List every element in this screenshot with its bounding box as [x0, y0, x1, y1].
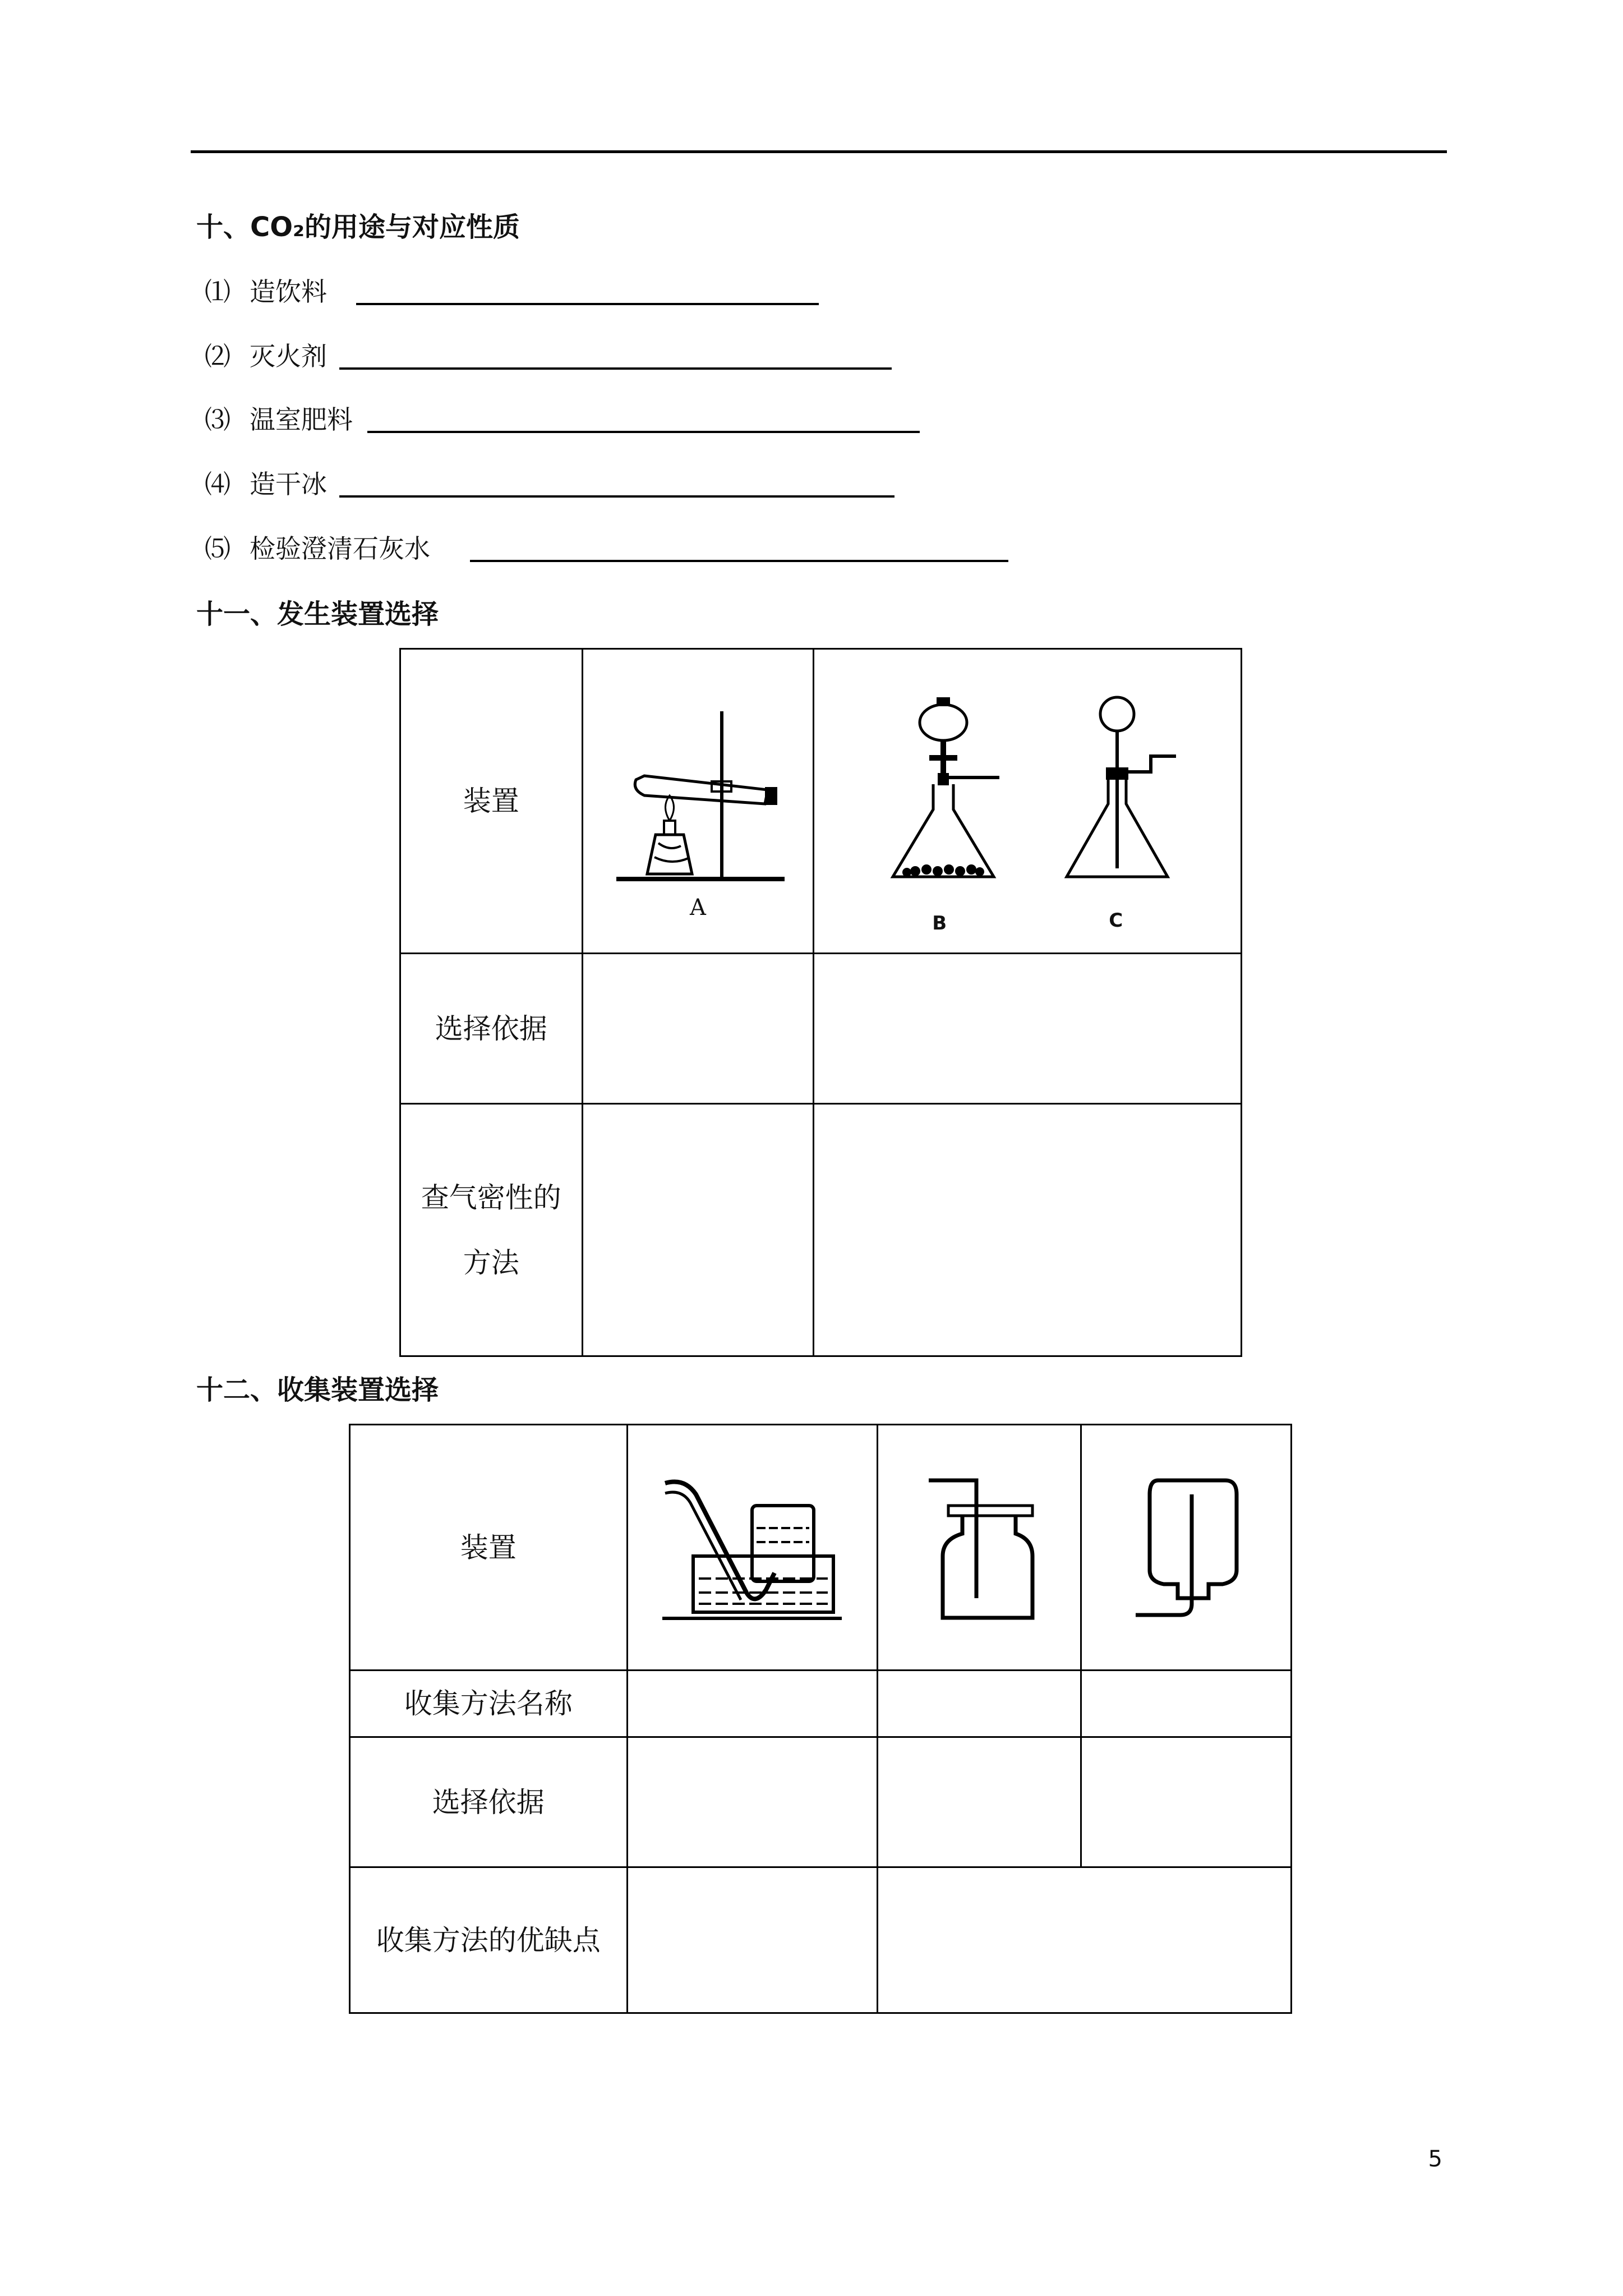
- upward-air-figure: [923, 1472, 1035, 1623]
- page-number: 5: [1428, 2146, 1442, 2172]
- section-10-title: 十、CO₂的用途与对应性质: [196, 211, 520, 243]
- item-label: 造饮料: [250, 277, 327, 307]
- airtightness-bc-cell[interactable]: [814, 1104, 1242, 1356]
- basis-downward-cell[interactable]: [1081, 1737, 1292, 1867]
- row-label-apparatus: 装置: [400, 649, 583, 954]
- row-label-basis: 选择依据: [350, 1737, 628, 1867]
- airtightness-a-cell[interactable]: [582, 1104, 814, 1356]
- apparatus-bc-cell: [814, 649, 1242, 954]
- upward-air-cell: [878, 1425, 1081, 1671]
- row-label-apparatus: 装置: [350, 1425, 628, 1671]
- use-item-2: [205, 339, 327, 373]
- figure-label-a: A: [690, 895, 706, 921]
- answer-line-5[interactable]: [470, 560, 1008, 562]
- item-label: 检验澄清石灰水: [250, 533, 430, 564]
- method-name-water-cell[interactable]: [627, 1671, 877, 1737]
- water-displacement-figure: [662, 1472, 842, 1623]
- method-name-downward-cell[interactable]: [1081, 1671, 1292, 1737]
- row-label-method-name: 收集方法名称: [350, 1671, 628, 1737]
- item-number: ⑸: [205, 533, 230, 564]
- collection-apparatus-table: [349, 1424, 1292, 2014]
- pros-cons-air-cell[interactable]: [878, 1867, 1292, 2013]
- apparatus-bc-figure: [870, 689, 1184, 891]
- apparatus-a-cell: [582, 649, 814, 954]
- apparatus-a-figure: [605, 678, 790, 891]
- use-item-3: [205, 403, 353, 436]
- figure-label-b: B: [932, 912, 947, 935]
- item-number: ⑶: [205, 404, 230, 435]
- method-name-upward-cell[interactable]: [878, 1671, 1081, 1737]
- use-item-5: [205, 532, 430, 565]
- item-number: ⑴: [205, 277, 230, 307]
- section-11-title: 十一、发生装置选择: [196, 599, 439, 630]
- basis-a-cell[interactable]: [582, 954, 814, 1104]
- figure-label-c: C: [1109, 909, 1123, 932]
- item-label: 温室肥料: [250, 404, 353, 435]
- item-number: ⑵: [205, 341, 230, 371]
- header-rule: [191, 150, 1447, 153]
- use-item-4: [205, 467, 327, 501]
- row-label-airtightness: 查气密性的方法: [400, 1104, 583, 1356]
- row-label-basis: 选择依据: [400, 954, 583, 1104]
- basis-bc-cell[interactable]: [814, 954, 1242, 1104]
- answer-line-1[interactable]: [356, 303, 819, 305]
- generation-apparatus-table: [399, 648, 1242, 1357]
- answer-line-3[interactable]: [367, 431, 920, 433]
- answer-line-4[interactable]: [339, 495, 895, 498]
- downward-air-figure: [1130, 1472, 1242, 1623]
- basis-upward-cell[interactable]: [878, 1737, 1081, 1867]
- basis-water-cell[interactable]: [627, 1737, 877, 1867]
- item-number: ⑷: [205, 469, 230, 499]
- row-label-pros-cons: 收集方法的优缺点: [350, 1867, 628, 2013]
- item-label: 灭火剂: [250, 341, 327, 371]
- use-item-1: [205, 275, 327, 309]
- downward-air-cell: [1081, 1425, 1292, 1671]
- section-12-title: 十二、收集装置选择: [196, 1374, 439, 1406]
- pros-cons-water-cell[interactable]: [627, 1867, 877, 2013]
- answer-line-2[interactable]: [339, 367, 892, 370]
- water-displacement-cell: [627, 1425, 877, 1671]
- item-label: 造干冰: [250, 469, 327, 499]
